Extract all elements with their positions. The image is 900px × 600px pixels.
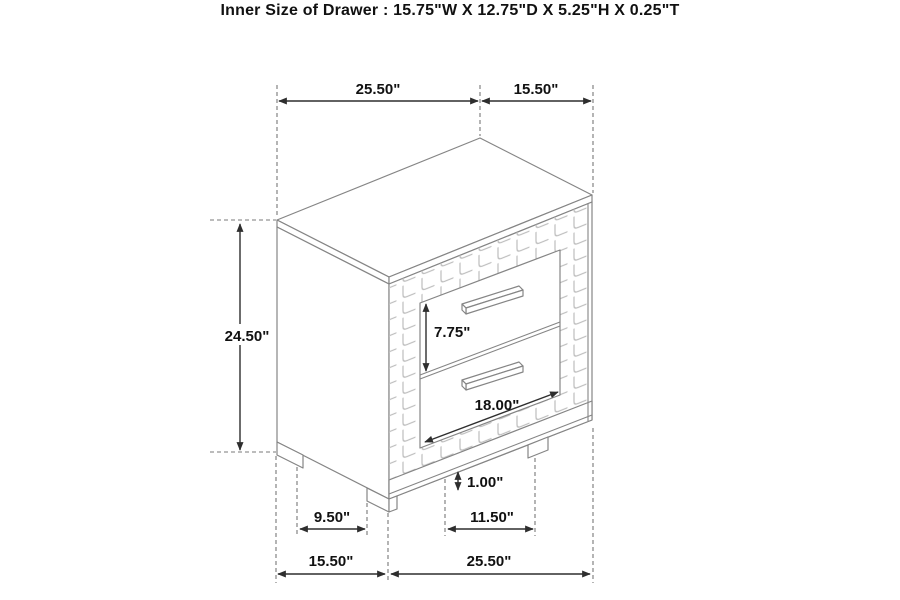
label-front-leg-spacing: 11.50" <box>470 509 514 526</box>
label-leg-clearance: 1.00" <box>467 474 504 491</box>
front-corner-leg-front <box>389 496 397 512</box>
label-top-width: 25.50" <box>355 81 401 98</box>
label-drawer-width: 18.00" <box>474 397 520 414</box>
label-drawer-height: 7.75" <box>434 324 471 341</box>
label-side-leg-spacing: 9.50" <box>313 509 351 526</box>
diagram-title: Inner Size of Drawer : 15.75"W X 12.75"D X 5.25"H X 0.25"T <box>220 2 680 19</box>
label-height: 24.50" <box>224 328 270 345</box>
label-bottom-depth: 15.50" <box>308 553 354 570</box>
label-bottom-width: 25.50" <box>466 553 512 570</box>
label-top-depth: 15.50" <box>513 81 559 98</box>
